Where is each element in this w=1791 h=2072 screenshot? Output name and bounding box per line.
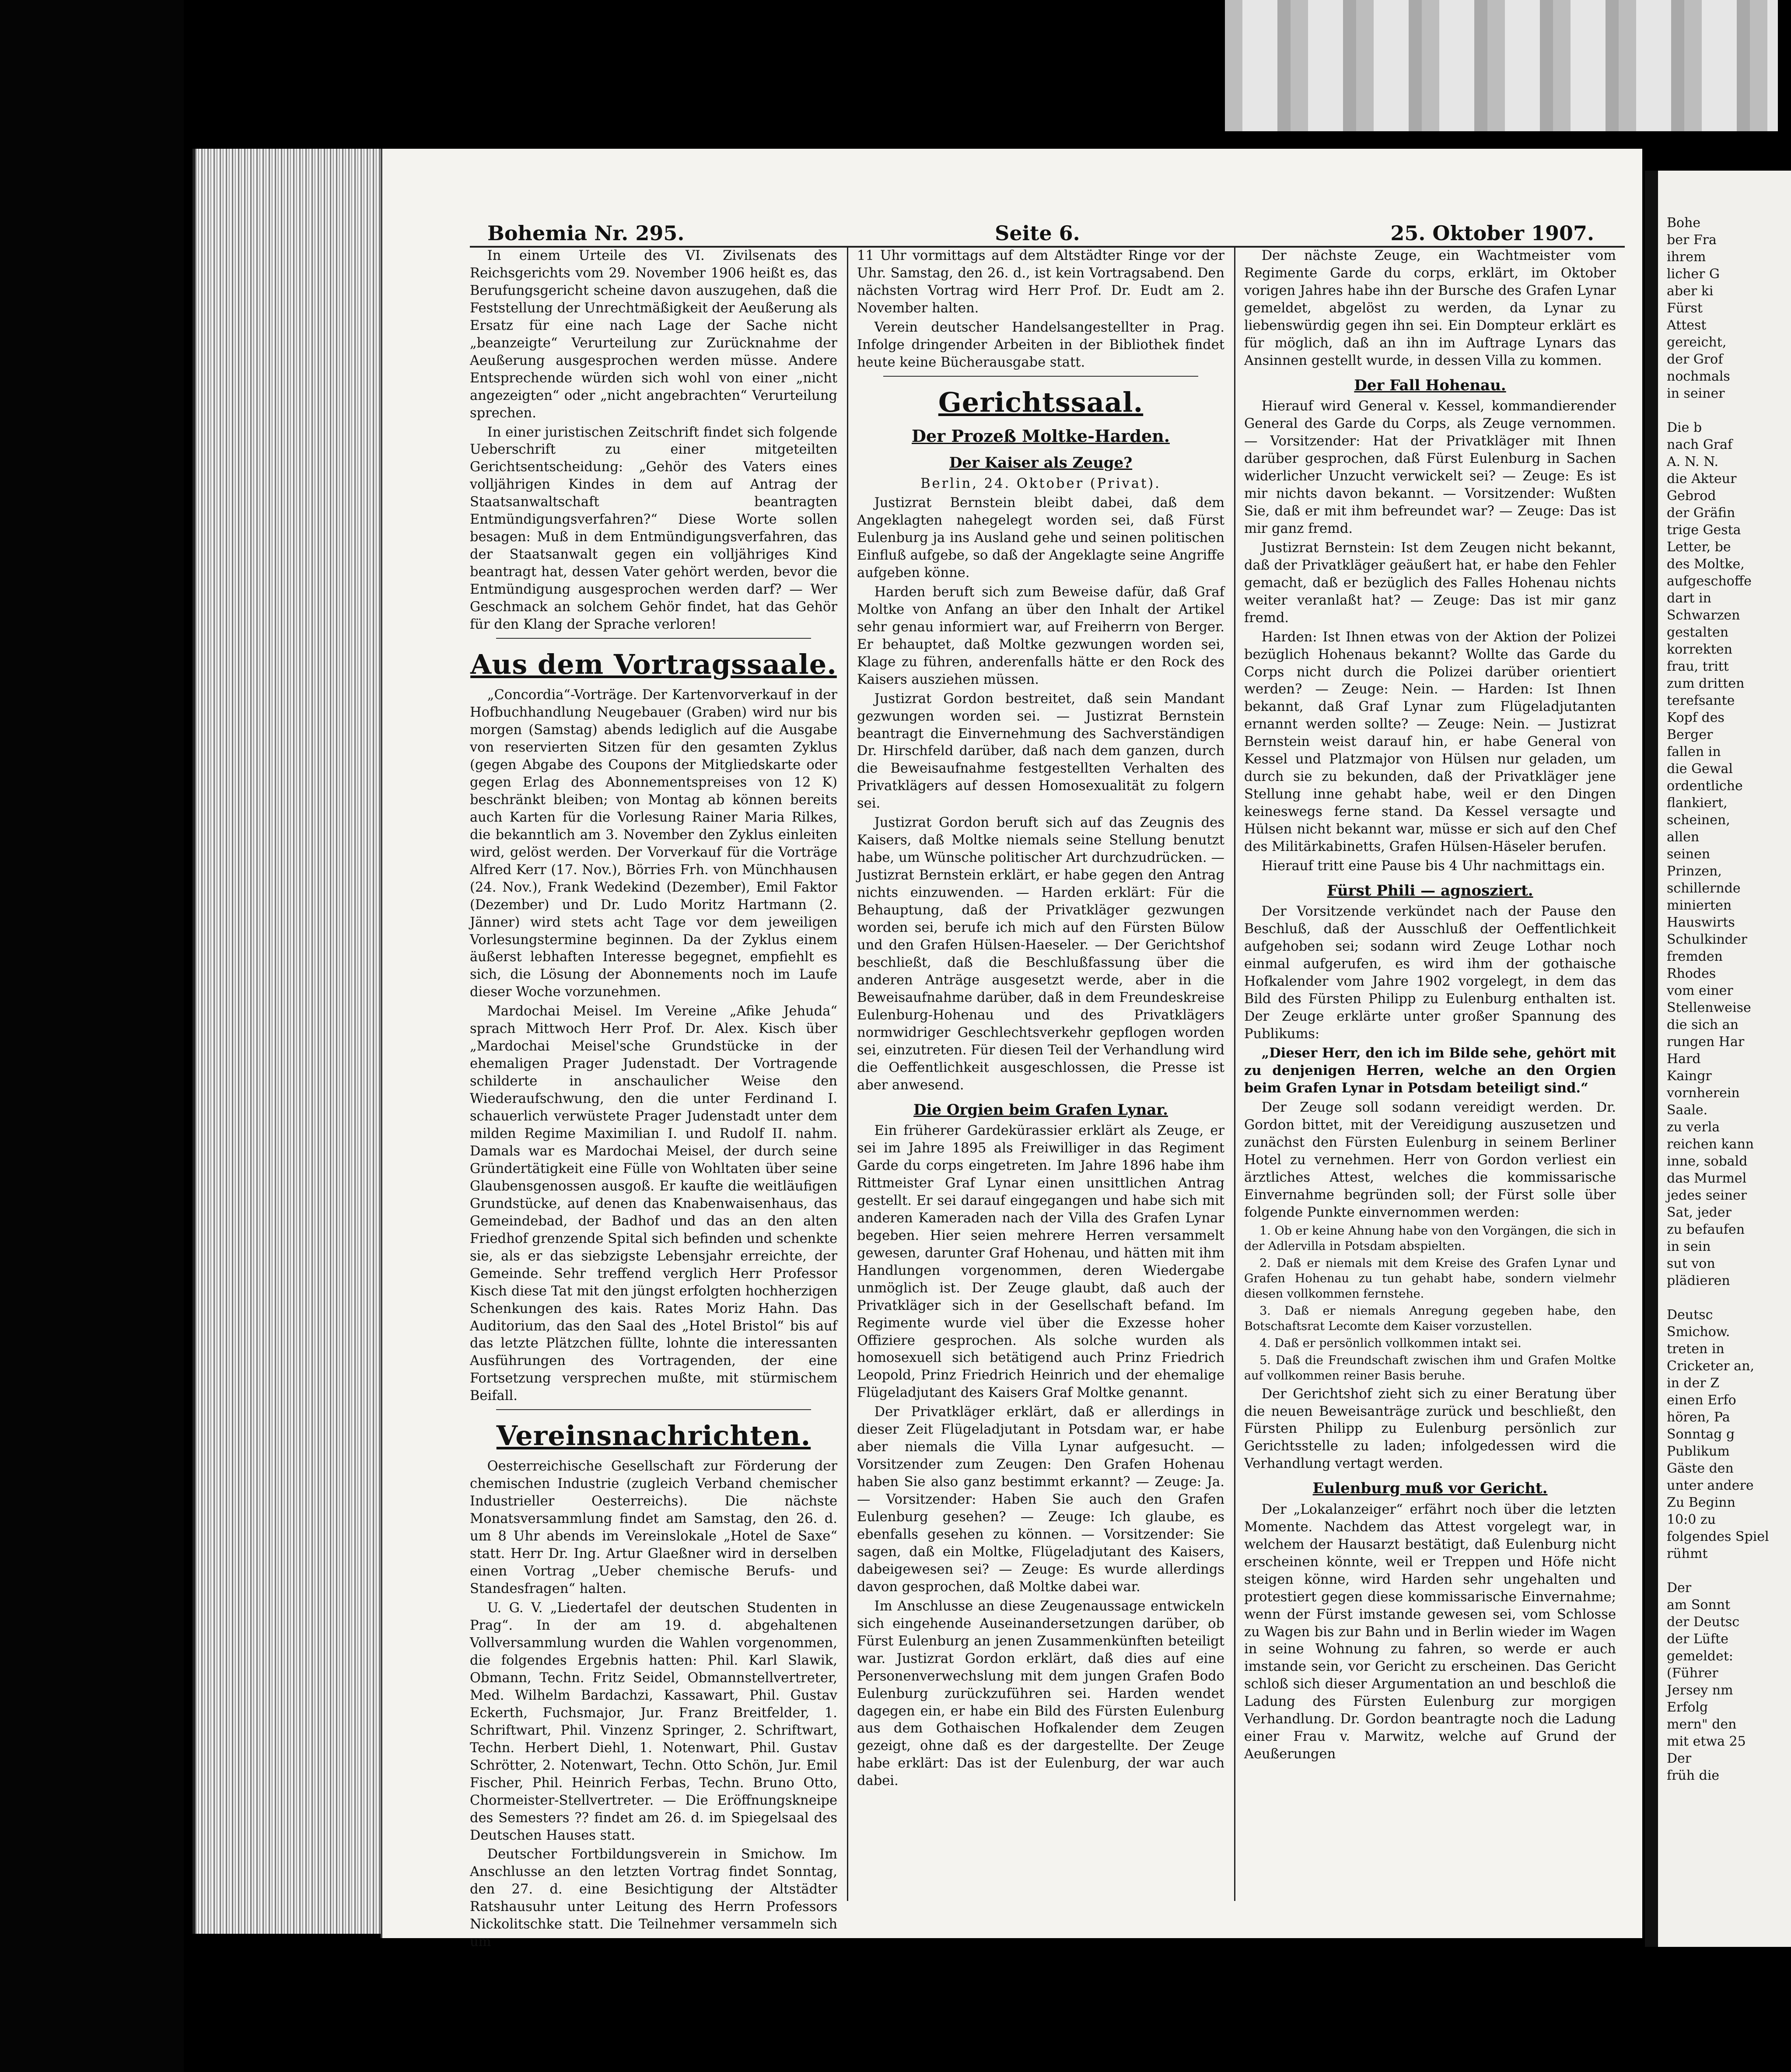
adjacent-page-line: der Deutsc [1667,1614,1740,1630]
adjacent-page-line: ihrem [1667,249,1706,265]
adjacent-page-line: flankiert, [1667,795,1728,811]
adjacent-page-line: Sat, jeder [1667,1205,1732,1220]
article-subtitle-kaiser: Der Kaiser als Zeuge? [949,454,1133,472]
adjacent-page-line: seinen [1667,847,1711,862]
article-paragraph: Der Privatkläger erklärt, daß er allerdings in dieser Zeit Flügeladjutant in Potsdam war, er habe aber niemals die Villa Lynar aufgesucht. — Vorsitzender zum Zeugen: Den Grafen Hohenau haben Sie also ganz bestimmt erkannt? — Zeuge: Ja. — Vorsitzender: Haben Sie auch den Grafen Eulenburg gesehen? — Zeuge: Ich glaube, es ebenfalls gesehen zu können. — Vorsitzender: Sie sagen, daß ein Moltke, Flügeladjutant des Kaisers, dabeigewesen sei? — Zeuge: Es wurde allerdings davon gesprochen, daß Moltke dabei war. [857,1404,1224,1595]
article-subtitle-hohenau: Der Fall Hohenau. [1354,376,1506,394]
page-header [487,214,1594,245]
article-subtitle-phili: Fürst Phili — agnosziert. [1327,882,1533,900]
adjacent-page-line: früh die [1667,1768,1720,1783]
adjacent-page-line: zu befaufen [1667,1222,1745,1237]
article-paragraph: U. G. V. „Liedertafel der deutschen Studenten in Prag“. In der am 19. d. abgehaltenen Vollversammlung wurden die Wahlen vorgenommen, die folgendes Ergebnis hatten: Phil. Karl Slawik, Obmann, Techn. Fritz Seidel, Obmannstellvertreter, Med. Wilhelm Bardachzi, Kassawart, Phil. Gustav Eckerth, Fuchsmajor, Jur. Franz Breitfelder, 1. Schriftwart, Phil. Vinzenz Springer, 2. Schriftwart, Techn. Herbert Diehl, 1. Notenwart, Phil. Gustav Schrötter, 2. Notenwart, Techn. Otto Schön, Jur. Emil Fischer, Phil. Heinrich Ferbas, Techn. Bruno Otto, Chormeister-Stellvertreter. — Die Eröffnungskneipe des Semesters ?? findet am 26. d. im Spiegelsaal des Deutschen Hauses statt. [470,1600,837,1843]
adjacent-page-line: in der Z [1667,1376,1720,1391]
book-page-edges [192,149,388,1934]
adjacent-page-line: Smichow. [1667,1324,1730,1340]
adjacent-page-line: die sich an [1667,1017,1739,1032]
adjacent-page-line: trige Gesta [1667,522,1741,538]
list-item: 4. Daß er persönlich vollkommen intakt sei. [1259,1337,1522,1351]
adjacent-page-line: minierten [1667,898,1732,913]
adjacent-page-line: Schwarzen [1667,608,1740,623]
adjacent-page-line: allen [1667,830,1700,845]
adjacent-page-line: Kaingr [1667,1068,1712,1084]
article-paragraph: Harden: Ist Ihnen etwas von der Aktion der Polizei bezüglich Hohenaus bekannt? Wollte das Garde du Corps nicht durch die Polizei darüber orientiert werden? — Zeuge: Nein. — Harden: Ist Ihnen bekannt, daß Graf Lynar zum Flügeladjutanten ernannt werden sollte? — Zeuge: Nein. — Justizrat Bernstein weist darauf hin, er habe General von Kessel und Platzmajor von Hülsen nur geladen, um durch sie zu bekunden, daß der Privatkläger jene Stellung inne gehabt habe, weil er den Dingen keineswegs ferne stand. Da Kessel versagte und Hülsen nicht bekannt war, müsse er sich auf den Chef des Militärkabinetts, Grafen Hülsen-Häseler berufen. [1244,629,1616,855]
adjacent-page-line: mern" den [1667,1717,1737,1732]
adjacent-page-line: schillernde [1667,881,1741,896]
article-paragraph: In einer juristischen Zeitschrift findet sich folgende Ueberschrift zu einer mitgeteilten Gerichtsentscheidung: „Gehör des Vaters eines volljährigen Kindes in dem auf Antrag der Staatsanwaltschaft beantragten Entmündigungsverfahren?“ Diese Worte sollen besagen: Muß in dem Entmündigungsverfahren, das der Staatsanwalt gegen ein volljähriges Kind beantragt hat, dessen Vater gehört werden, bevor die Entmündigung ausgesprochen werden darf? — Wer Geschmack an solchem Gehör findet, hat das Gehör für den Klang der Sprache verloren! [470,424,837,633]
adjacent-page-line: inne, sobald [1667,1154,1748,1169]
article-paragraph: Der „Lokalanzeiger“ erfährt noch über die letzten Momente. Nachdem das Attest vorgelegt war, in welchem der Hausarzt bestätigt, daß Eulenburg nicht erscheinen könnte, weil er Treppen und Höfe nicht steigen könne, wird Harden sehr ungehalten und protestiert gegen diese kommissarische Einvernahme; wenn der Fürst imstande gewesen sei, vom Schlosse zu Wagen bis zur Bahn und in Berlin wieder im Wagen in seine Wohnung zu fahren, so werde er auch imstande sein, vor Gericht zu erscheinen. Das Gericht schloß sich dieser Argumentation an und beschloß die Ladung des Fürsten Eulenburg zur morgigen Verhandlung. Dr. Gordon beantragte noch die Ladung einer Frau v. Marwitz, welche auf Grund der Aeußerungen [1244,1502,1616,1762]
adjacent-page-line: des Moltke, [1667,556,1745,572]
adjacent-page-line: Berger [1667,727,1713,742]
adjacent-page-line [1667,402,1791,419]
adjacent-page-line: Saale. [1667,1102,1708,1118]
article-paragraph: Justizrat Bernstein bleibt dabei, daß dem Angeklagten nahegelegt worden sei, daß Fürst Eulenburg ja ins Ausland gehe und seinen politischen Einfluß aufgebe, so daß der Angeklagte seine Angriffe aufgeben könne. [857,495,1224,581]
interrogation-points-list [1244,1223,1616,1384]
header-page-number: Seite 6. [995,221,1080,245]
newspaper-page [381,149,1642,1950]
adjacent-page-line: vom einer [1667,983,1733,998]
adjacent-page-line: vornherein [1667,1085,1740,1101]
article-paragraph: Justizrat Gordon beruft sich auf das Zeugnis des Kaisers, daß Moltke niemals seine Stellung benutzt habe, um Wünsche politischer Art durchzudrücken. — Justizrat Bernstein erklärt, er habe gegen den Antrag nichts einzuwenden. — Harden erklärt: Für die Behauptung, daß der Privatkläger gezwungen worden sei, berufe ich mich auf den Fürsten Bülow und den Grafen Hülsen-Haeseler. — Der Gerichtshof beschließt, daß die Beschlußfassung über die anderen Anträge ausgesetzt werde, aber in die Beweisaufnahme darüber, daß in dem Freundeskreise Eulenburg-Hohenau und des Privatklägers normwidriger Geschlechtsverkehr gepflogen worden sei, einzutreten. Für diesen Teil der Verhandlung wird die Oeffentlichkeit ausgeschlossen, die Presse ist aber anwesend. [857,815,1224,1093]
adjacent-page-line: Erfolg [1667,1700,1708,1715]
article-paragraph: Im Anschlusse an diese Zeugenaussage entwickeln sich eingehende Auseinandersetzungen darüber, ob Fürst Eulenburg an jenen Zusammenkünften beteiligt war. Justizrat Gordon erklärt, daß dies auf eine Personenverwechslung mit dem jungen Grafen Bodo Eulenburg zurückzuführen sei. Harden wendet dagegen ein, er habe ein Bild des Fürsten Eulenburg aus dem Gothaischen Hofkalender dem Zeugen gezeigt, ohne daß es der dargestellte. Der Zeuge habe erklärt: Das ist der Eulenburg, der war auch dabei. [857,1598,1224,1789]
column-1 [470,247,837,1950]
article-paragraph: Der Gerichtshof zieht sich zu einer Beratung über die neuen Beweisanträge zurück und beschließt, den Fürsten Philipp zu Eulenburg persönlich zur Gerichtsstelle zu laden; infolgedessen wird die Verhandlung vertagt werden. [1244,1386,1616,1472]
adjacent-page-line: reichen kann [1667,1137,1754,1152]
adjacent-page-line: Der [1667,1580,1692,1596]
adjacent-page-line: Sonntag g [1667,1427,1735,1442]
adjacent-page-line: Hauswirts [1667,915,1735,930]
adjacent-page-line: korrekten [1667,642,1732,657]
column-rule [1234,247,1235,1901]
article-paragraph: In einem Urteile des VI. Zivilsenats des Reichsgerichts vom 29. November 1906 heißt es, das Berufungsgericht scheine davon auszugehen, daß die Feststellung der Unrechtmäßigkeit der Aeußerung als Ersatz für eine nach Lage der Sache nicht „beanzeigte“ Verurteilung zur Zurücknahme der Aeußerung ausgesprochen werden müsse. Andere Entsprechende würden sich wohl von einer „nicht angezeigten“ oder „nicht angebrachten“ Verurteilung sprechen. [470,248,837,421]
adjacent-page-line: ber Fra [1667,232,1717,248]
adjacent-page-line: rühmt [1667,1546,1708,1561]
adjacent-page-line: scheinen, [1667,812,1730,828]
header-date: 25. Oktober 1907. [1390,221,1594,245]
section-divider [496,1409,811,1410]
background-paper-strip [1225,0,1778,131]
adjacent-page-line: Cricketer an, [1667,1358,1755,1374]
adjacent-page-line: Fürst [1667,301,1703,316]
adjacent-page-text [1658,171,1791,1784]
scan-background-left [0,0,184,2072]
section-heading-gerichtssaal: Gerichtssaal. [938,386,1144,418]
adjacent-page-line: in seiner [1667,386,1725,401]
header-publication: Bohemia Nr. 295. [487,221,685,245]
article-paragraph: Der nächste Zeuge, ein Wachtmeister vom Regimente Garde du corps, erklärt, im Oktober vorigen Jahres habe ihn der Bursche des Grafen Lynar gemeldet, abgelöst zu werden, da Lynar zu liebenswürdig gegen ihn sei. Ein Dompteur erklärt es für möglich, daß an ihn im Auftrage Lynars das Ansinnen gestellt wurde, in dessen Villa zu kommen. [1244,248,1616,368]
adjacent-page-line: Letter, be [1667,539,1731,555]
adjacent-page-line: Stellenweise [1667,1000,1751,1015]
adjacent-page-line: (Führer [1667,1666,1718,1681]
columns [470,247,1625,1950]
adjacent-page-line: der Lüfte [1667,1631,1728,1647]
article-paragraph: Harden beruft sich zum Beweise dafür, daß Graf Moltke von Anfang an über den Inhalt der Artikel sehr genau informiert war, auf Freiherrn von Berger. Er behauptet, daß Moltke gezwungen worden sei, Klage zu führen, anderenfalls hätte er den Rock des Kaisers ausziehen müssen. [857,584,1224,687]
article-paragraph: Mardochai Meisel. Im Vereine „Afike Jehuda“ sprach Mittwoch Herr Prof. Dr. Alex. Kisch über „Mardochai Meisel'sche Grundstücke in der ehemaligen Prager Judenstadt. Der Vortragende schilderte in anschaulicher Weise den Wiederaufschwung, den die unter Ferdinand I. schauerlich verwüstete Prager Judenstadt unter dem milden Regime Maximilian I. und Rudolf II. nahm. Damals war es Mardochai Meisel, der durch seine Gründertätigkeit eine Fülle von Wohltaten über seine Glaubensgenossen ausgoß. Er kaufte die weitläufigen Grundstücke, auf denen das Knabenwaisenhaus, das Gemeindebad, der Badhof und das an den alten Friedhof grenzende Spital sich befinden und schenkte sie, als er das siebzigste Lebensjahr erreichte, der Gemeinde. Sehr treffend verglich Herr Professor Kisch diese Tat mit den jüngst erfolgten hochherzigen Schenkungen des kais. Rates Moriz Hahn. Das Auditorium, das den Saal des „Hotel Bristol“ bis auf das letzte Plätzchen füllte, lohnte die interessanten Ausführungen des Vortragenden, der eine Fortsetzung versprechen mußte, mit stürmischem Beifall. [470,1004,837,1404]
adjacent-page-line: sut von [1667,1256,1715,1271]
column-2 [857,247,1224,1901]
adjacent-page-line: Jersey nm [1667,1683,1733,1698]
adjacent-page-line: Hard [1667,1051,1701,1067]
column-rule [847,247,848,1901]
adjacent-page-line: licher G [1667,266,1720,282]
adjacent-page-line: die Akteur [1667,471,1737,486]
article-paragraph: Hierauf tritt eine Pause bis 4 Uhr nachmittags ein. [1261,858,1606,874]
adjacent-page-line: unter andere [1667,1478,1754,1493]
adjacent-page-line: nach Graf [1667,437,1733,452]
adjacent-page-line: mit etwa 25 [1667,1734,1746,1749]
adjacent-page-line: aufgeschoffe [1667,574,1752,589]
adjacent-page-line: nochmals [1667,369,1730,384]
article-paragraph: Justizrat Bernstein: Ist dem Zeugen nicht bekannt, daß der Privatkläger geäußert hat, er habe den Fehler gemacht, daß er bezüglich des Falles Hohenau nichts weiter veranlaßt hat? — Zeuge: Das ist mir ganz fremd. [1244,540,1616,626]
adjacent-page-line: frau, tritt [1667,659,1729,674]
article-paragraph: Ein früherer Gardekürassier erklärt als Zeuge, er sei im Jahre 1895 als Freiwilliger in das Regiment Garde du corps eingetreten. Im Jahre 1896 habe ihm Rittmeister Graf Lynar einen unsittlichen Antrag gestellt. Er sei darauf eingegangen und habe sich mit anderen Kameraden nach der Villa des Grafen Lynar begeben. Hier seien mehrere Herren versammelt gewesen, darunter Graf Hohenau, und hätten mit ihm Handlungen vorgenommen, deren Wiedergabe unmöglich ist. Der Zeuge glaubt, daß auch der Privatkläger sich in der Gesellschaft befand. Im Regimente wurde viel über die Exzesse hoher Offiziere gesprochen. Als solche wurden als homosexuell sich betätigend auch Prinz Friedrich Leopold, Prinz Friedrich Heinrich und der ehemalige Flügeladjutant des Kaisers Graf Moltke genannt. [857,1123,1224,1401]
article-paragraph: Oesterreichische Gesellschaft zur Förderung der chemischen Industrie (zugleich Verband chemischer Industrieller Oesterreichs). Die nächste Monatsversammlung findet am Samstag, den 26. d. um 8 Uhr abends im Vereinslokale „Hotel de Saxe“ statt. Herr Dr. Ing. Artur Glaeßner wird in derselben einen Vortrag „Ueber chemische Berufs- und Standesfragen“ halten. [470,1459,837,1597]
article-paragraph: „Concordia“-Vorträge. Der Kartenvorverkauf in der Hofbuchhandlung Neugebauer (Graben) wird nur bis morgen (Samstag) abends lediglich auf die Ausgabe von reservierten Sitzen für den gesamten Zyklus (gegen Abgabe des Coupons der Mitgliedskarte oder gegen Erlag des Abonnementspreises von 12 K) beschränkt bleiben; von Montag ab können bereits auch Karten für die Vorlesung Rainer Maria Rilkes, die bekanntlich am 3. November den Zyklus einleiten wird, gelöst werden. Der Vorverkauf für die Vorträge Alfred Kerr (17. Nov.), Börries Frh. von Münchhausen (24. Nov.), Frank Wedekind (Dezember), Emil Faktor (Dezember) und Dr. Ludo Moritz Hartmann (2. Jänner) wird stets acht Tage vor dem jeweiligen Vorlesungstermine beginnen. Da der Zyklus einem äußerst lebhaften Interesse begegnet, empfiehlt es sich, die Lösung der Abonnements noch im Laufe dieser Woche vorzunehmen. [470,687,837,1000]
article-subtitle-orgien: Die Orgien beim Grafen Lynar. [913,1101,1168,1119]
adjacent-page-line: in sein [1667,1239,1711,1254]
section-heading-vortragssaal: Aus dem Vortragssaale. [470,648,837,680]
adjacent-page-line: Attest [1667,318,1707,333]
adjacent-page-line: plädieren [1667,1273,1730,1288]
list-item: 1. Ob er keine Ahnung habe von den Vorgängen, die sich in der Adlervilla in Potsdam abspielten. [1244,1224,1616,1253]
adjacent-page-line: Der [1667,1751,1692,1766]
list-item: 3. Daß er niemals Anregung gegeben habe, den Botschaftsrat Lecomte dem Kaiser vorzustellen. [1244,1304,1616,1334]
list-item: 5. Daß die Freundschaft zwischen ihm und Grafen Moltke auf vollkommen reiner Basis beruhe. [1244,1354,1616,1383]
adjacent-page-line: Schulkinder [1667,932,1747,947]
adjacent-page-line: Rhodes [1667,966,1716,981]
adjacent-page-line [1667,1562,1791,1579]
adjacent-page-line: gereicht, [1667,335,1727,350]
article-subtitle-eulenburg: Eulenburg muß vor Gericht. [1312,1480,1548,1498]
adjacent-page-line: Die b [1667,420,1702,435]
adjacent-page-line: Publikum [1667,1444,1730,1459]
adjacent-page-line: zum dritten [1667,676,1745,691]
adjacent-page-line: ordentliche [1667,778,1743,794]
article-paragraph: Hierauf wird General v. Kessel, kommandierender General des Garde du Corps, als Zeuge vernommen. — Vorsitzender: Hat der Privatkläger mit Ihnen darüber gesprochen, daß Fürst Eulenburg in Sachen widerlicher Unzucht verwickelt sei? — Zeuge: Es ist mir nichts davon bekannt. — Vorsitzender: Wußten Sie, daß er mit ihm befreundet war? — Zeuge: Das ist mir ganz fremd. [1244,399,1616,536]
adjacent-page-line: rungen Har [1667,1034,1745,1050]
adjacent-page-line: hören, Pa [1667,1410,1730,1425]
dateline: Berlin, 24. Oktober (Privat). [920,476,1161,492]
section-divider [883,376,1198,377]
adjacent-page-line: A. N. N. [1667,454,1719,469]
column-3 [1244,247,1616,1901]
adjacent-page-line: Kopf des [1667,710,1725,725]
adjacent-page-line: aber ki [1667,284,1714,299]
adjacent-page-line: das Murmel [1667,1171,1747,1186]
adjacent-page-line: der Gräfin [1667,505,1735,521]
article-paragraph: Der Vorsitzende verkündet nach der Pause den Beschluß, daß der Ausschluß der Oeffentlichkeit aufgehoben sei; sodann wird Zeuge Lothar noch einmal aufgerufen, es wird ihm der gothaische Hofkalender vom Jahre 1902 vorgelegt, in dem das Bild des Fürsten Philipp zu Eulenburg enthalten ist. Der Zeuge erklärte unter großer Spannung des Publikums: [1244,904,1616,1042]
adjacent-page-line: Deutsc [1667,1307,1713,1323]
adjacent-page-line: jedes seiner [1667,1188,1747,1203]
witness-quote: „Dieser Herr, den ich im Bilde sehe, gehört mit zu denjenigen Herren, welche an den Orgien beim Grafen Lynar in Potsdam beteiligt sind.“ [1244,1045,1616,1096]
adjacent-page-line: Bohe [1667,215,1701,231]
adjacent-page-line: 10:0 zu [1667,1512,1716,1527]
adjacent-page-line [1667,1289,1791,1306]
list-item: 2. Daß er niemals mit dem Kreise des Grafen Lynar und Grafen Hohenau zu tun gehabt habe, sondern vielmehr diesen vollkommen fernstehe. [1244,1256,1616,1301]
adjacent-page-line: einen Erfo [1667,1393,1736,1408]
article-paragraph: 11 Uhr vormittags auf dem Altstädter Ringe vor der Uhr. Samstag, den 26. d., ist kein Vortragsabend. Den nächsten Vortrag wird Herr Prof. Dr. Eudt am 2. November halten. [857,248,1224,316]
article-paragraph: Justizrat Gordon bestreitet, daß sein Mandant gezwungen worden sei. — Justizrat Bernstein beantragt die Einvernehmung des Sachverständigen Dr. Hirschfeld darüber, daß nach dem ganzen, durch die Beweisaufnahme festgestellten Verhalten des Privatklägers auf dessen Homosexualität zu folgern sei. [857,691,1224,812]
article-paragraph: Deutscher Fortbildungsverein in Smichow. Im Anschlusse an den letzten Vortrag findet Sonntag, den 27. d. eine Besichtigung der Altstädter Ratshausuhr unter Leitung des Herrn Professors Nickolitschke statt. Die Teilnehmer versammeln sich um [470,1847,837,1950]
section-divider [496,638,811,639]
adjacent-page-line: dart in [1667,591,1711,606]
adjacent-page-line: Prinzen, [1667,864,1722,879]
adjacent-page-line: Zu Beginn [1667,1495,1735,1510]
section-heading-vereinsnachrichten: Vereinsnachrichten. [496,1420,811,1452]
adjacent-page-fragment [1645,171,1791,1947]
adjacent-page-line: treten in [1667,1341,1725,1357]
article-paragraph: Verein deutscher Handelsangestellter in Prag. Infolge dringender Arbeiten in der Bibliothek findet heute keine Bücherausgabe statt. [857,319,1224,370]
adjacent-page-line: gemeldet: [1667,1648,1733,1664]
adjacent-page-line: terefsante [1667,693,1735,708]
adjacent-page-line: folgendes Spiel [1667,1529,1769,1544]
article-title-prozess: Der Prozeß Moltke-Harden. [911,426,1170,446]
adjacent-page-line: fremden [1667,949,1723,964]
adjacent-page-line: die Gewal [1667,761,1733,777]
adjacent-page-line: Gebrod [1667,488,1716,504]
adjacent-page-line: fallen in [1667,744,1721,760]
article-paragraph: Der Zeuge soll sodann vereidigt werden. Dr. Gordon bittet, mit der Vereidigung auszusetzen und zunächst den Fürsten Eulenburg in seinem Berliner Hotel zu vernehmen. Herr von Gordon verliest ein ärztliches Attest, welches die kommissarische Einvernahme begründen soll; der Fürst solle über folgende Punkte einvernommen werden: [1244,1099,1616,1220]
adjacent-page-line: der Grof [1667,352,1723,367]
adjacent-page-line: gestalten [1667,625,1729,640]
adjacent-page-line: zu verla [1667,1120,1720,1135]
adjacent-page-line: am Sonnt [1667,1597,1731,1613]
adjacent-page-line: Gäste den [1667,1461,1734,1476]
